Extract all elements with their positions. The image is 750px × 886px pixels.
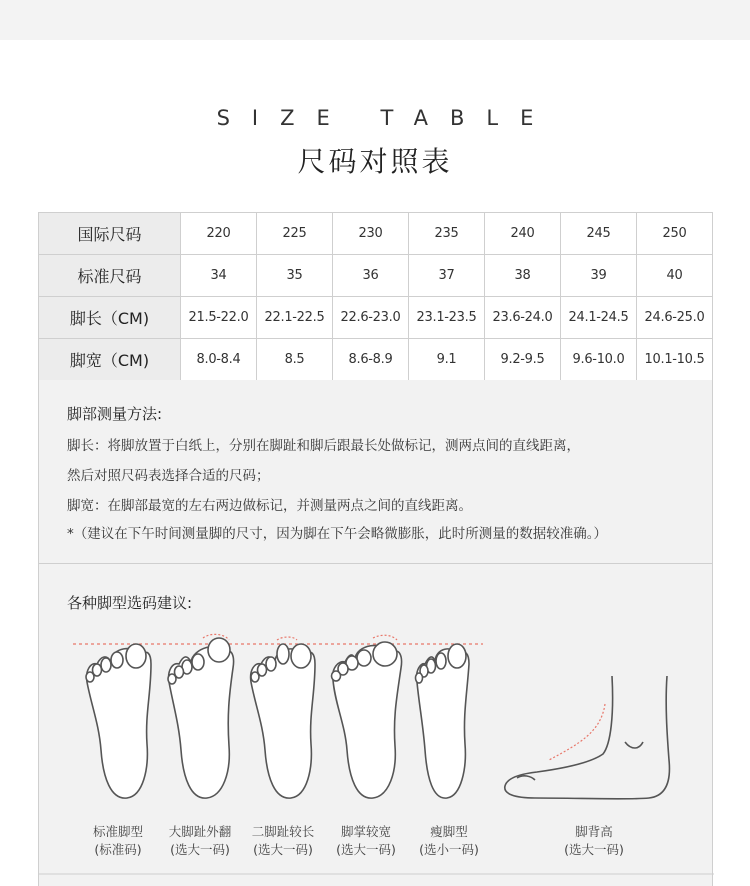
row-label: 脚长（CM) xyxy=(39,297,181,339)
table-cell: 34 xyxy=(181,255,257,297)
top-band xyxy=(0,0,750,40)
foot-type-name: 瘦脚型 xyxy=(430,824,468,839)
table-row xyxy=(39,255,713,297)
table-cell: 37 xyxy=(409,255,485,297)
table-cell: 225 xyxy=(257,213,333,255)
table-cell: 235 xyxy=(409,213,485,255)
table-row xyxy=(39,297,713,339)
table-cell: 23.1-23.5 xyxy=(409,297,485,339)
table-cell: 35 xyxy=(257,255,333,297)
bunion-foot-icon xyxy=(168,634,234,798)
measure-note: *（建议在下午时间测量脚的尺寸，因为脚在下午会略微膨胀，此时所测量的数据较准确。） xyxy=(67,526,607,542)
table-cell: 10.1-10.5 xyxy=(637,339,713,381)
foot-type-name: 二脚趾较长 xyxy=(251,824,315,839)
table-cell: 220 xyxy=(181,213,257,255)
row-label: 国际尺码 xyxy=(39,213,181,255)
standard-foot-icon xyxy=(86,644,151,798)
table-cell: 240 xyxy=(485,213,561,255)
foot-type-name: 脚掌较宽 xyxy=(340,824,391,839)
table-cell: 245 xyxy=(561,213,637,255)
table-cell: 9.6-10.0 xyxy=(561,339,637,381)
measure-line: 然后对照尺码表选择合适的尺码； xyxy=(67,468,270,484)
long-second-toe-foot-icon xyxy=(251,637,315,798)
measure-method-panel xyxy=(38,380,713,564)
foot-type-panel xyxy=(38,564,713,886)
foot-type-label xyxy=(544,823,644,859)
table-row xyxy=(39,213,713,255)
wide-foot-icon xyxy=(332,635,402,798)
foot-type-advice: (选大一码) xyxy=(253,842,313,857)
foot-type-name: 脚背高 xyxy=(575,824,613,839)
foot-type-title: 各种脚型选码建议: xyxy=(67,594,193,612)
table-cell: 9.1 xyxy=(409,339,485,381)
slim-foot-icon xyxy=(416,644,470,798)
measure-line: 脚长：将脚放置于白纸上，分别在脚趾和脚后跟最长处做标记，测两点间的直线距离， xyxy=(67,438,580,454)
table-cell: 40 xyxy=(637,255,713,297)
row-label: 标准尺码 xyxy=(39,255,181,297)
size-table-heading-cn: 尺码对照表 xyxy=(297,145,453,178)
foot-type-advice: (选大一码) xyxy=(336,842,396,857)
foot-type-name: 标准脚型 xyxy=(92,824,143,839)
measure-line: 脚宽：在脚部最宽的左右两边做标记，并测量两点之间的直线距离。 xyxy=(67,498,472,514)
foot-type-advice: (选小一码) xyxy=(419,842,479,857)
table-cell: 8.0-8.4 xyxy=(181,339,257,381)
foot-type-advice: (标准码) xyxy=(94,842,142,857)
table-cell: 22.6-23.0 xyxy=(333,297,409,339)
size-table-heading-en: SIZE TABLE xyxy=(216,106,556,130)
table-cell: 39 xyxy=(561,255,637,297)
foot-type-label xyxy=(399,823,499,859)
foot-type-advice: (选大一码) xyxy=(564,842,624,857)
table-cell: 38 xyxy=(485,255,561,297)
table-cell: 250 xyxy=(637,213,713,255)
table-cell: 8.6-8.9 xyxy=(333,339,409,381)
table-cell: 24.1-24.5 xyxy=(561,297,637,339)
row-label: 脚宽（CM) xyxy=(39,339,181,381)
table-cell: 22.1-22.5 xyxy=(257,297,333,339)
foot-type-name: 大脚趾外翻 xyxy=(168,824,232,839)
table-cell: 23.6-24.0 xyxy=(485,297,561,339)
table-cell: 230 xyxy=(333,213,409,255)
table-cell: 21.5-22.0 xyxy=(181,297,257,339)
measure-method-title: 脚部测量方法: xyxy=(67,405,163,423)
high-instep-foot-icon xyxy=(505,676,670,799)
size-table xyxy=(38,212,713,381)
table-row xyxy=(39,339,713,381)
table-cell: 24.6-25.0 xyxy=(637,297,713,339)
table-cell: 9.2-9.5 xyxy=(485,339,561,381)
foot-type-advice: (选大一码) xyxy=(170,842,230,857)
table-cell: 36 xyxy=(333,255,409,297)
table-cell: 8.5 xyxy=(257,339,333,381)
